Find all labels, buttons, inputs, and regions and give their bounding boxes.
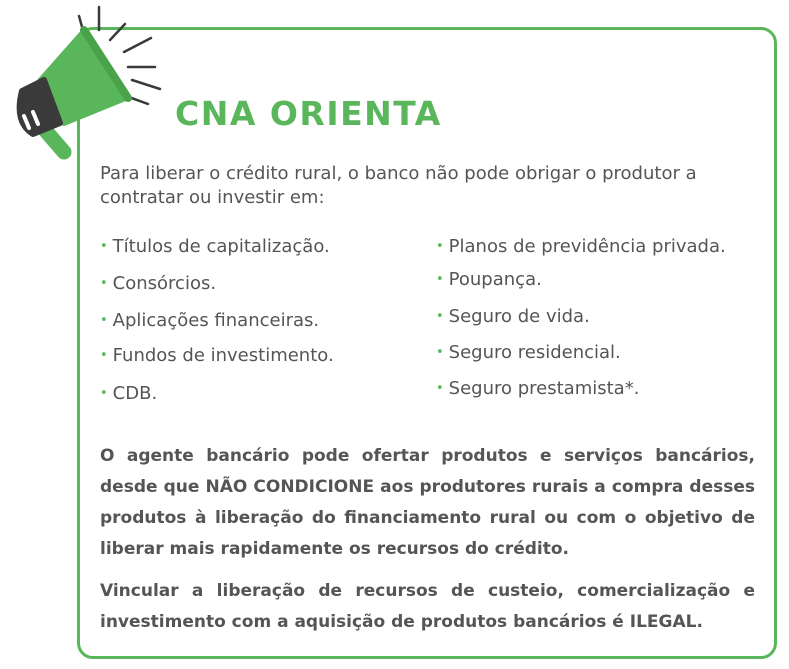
intro-text: Para liberar o crédito rural, o banco não pode obrigar o produtor a contratar ou investir em: (100, 163, 697, 208)
page-title: CNA ORIENTA (175, 94, 442, 133)
list-item: • Planos de previdência privada. (436, 236, 726, 257)
list-item: • Consórcios. (100, 273, 217, 294)
list-item: • Fundos de investimento. (100, 345, 334, 366)
bullet-icon: • (436, 345, 444, 360)
list-item: • Seguro de vida. (436, 306, 590, 327)
bullet-icon: • (100, 276, 108, 291)
list-item: • Poupança. (436, 269, 542, 290)
bullet-icon: • (100, 313, 108, 328)
list-item: • Aplicações financeiras. (100, 310, 320, 331)
bullet-icon: • (436, 381, 444, 396)
agent-offer-paragraph: O agente bancário pode ofertar produtos e serviços bancários, desde que NÃO CONDICIONE aos produtores rurais a compra desses produtos à liberação do financiamento rural ou com o objetivo de liberar mais rapidamente os recursos do crédito. (100, 446, 756, 559)
bullet-icon: • (436, 309, 444, 324)
list-item: • CDB. (100, 383, 158, 404)
not-condition-emphasis: NÃO CONDICIONE (205, 477, 375, 497)
list-item: • Seguro prestamista*. (436, 378, 640, 399)
illegal-warning-paragraph: Vincular a liberação de recursos de custeio, comercialização e investimento com a aquisição de produtos bancários é ILEGAL. (100, 581, 755, 632)
bullet-icon: • (100, 386, 108, 401)
bullet-icon: • (100, 348, 108, 363)
list-item: • Seguro residencial. (436, 342, 621, 363)
list-item: • Títulos de capitalização. (100, 236, 330, 257)
bullet-icon: • (436, 239, 444, 254)
bullet-icon: • (436, 272, 444, 287)
bullet-icon: • (100, 239, 108, 254)
megaphone-icon (0, 0, 175, 170)
